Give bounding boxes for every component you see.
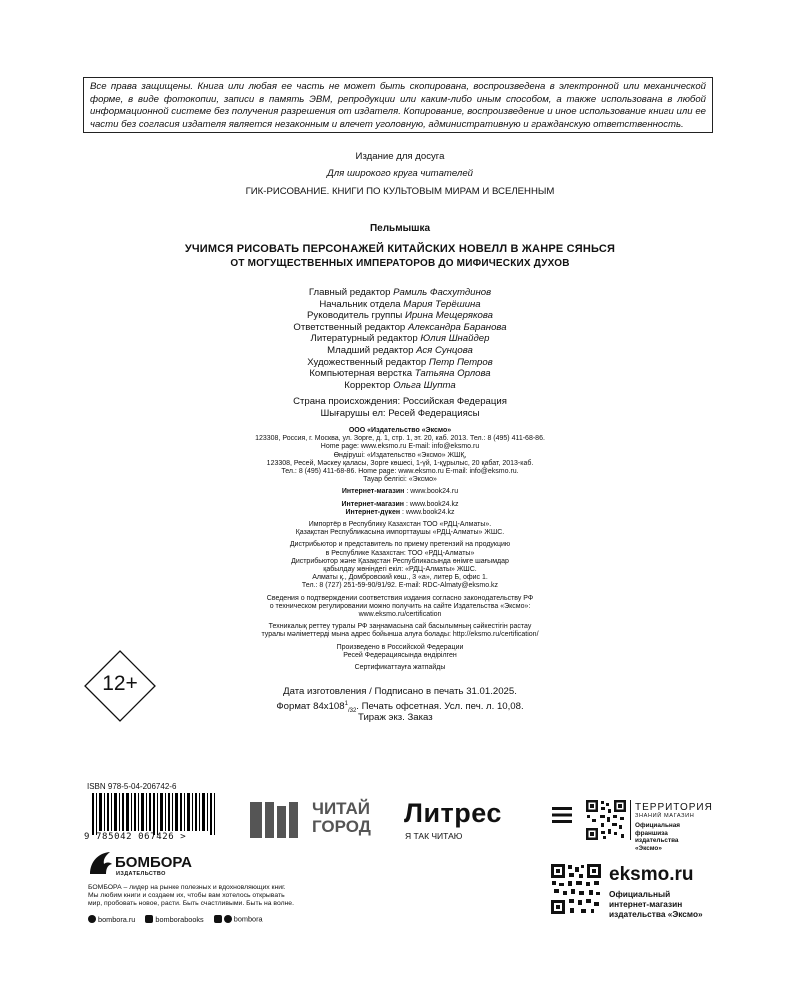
certificate-note: Сертификаттауға жатпайды <box>354 664 446 672</box>
conformity-line: Сведения о подтверждении соответствия издания согласно законодательству РФ <box>266 594 534 602</box>
produced-line: Произведено в Российской Федерации <box>336 643 464 651</box>
distributor-line: Дистрибьютор и представитель по приему претензий на продукцию <box>289 541 511 549</box>
credit-line: Главный редактор Рамиль Фасхутдинов <box>308 287 492 298</box>
eksmo-qr-icon <box>551 864 601 914</box>
credit-line: Литературный редактор Юлия Шнайдер <box>310 333 490 345</box>
conformity-line: www.eksmo.ru/certification <box>358 611 442 619</box>
distributor-line: Алматы қ., Домбровский көш., 3 «а», литер Б, офис 1. <box>312 574 488 582</box>
distributor-line: Дистрибьютор және Қазақстан Республикасында өнімге шағымдар <box>291 557 509 565</box>
territory-line1: ТЕРРИТОРИЯ <box>635 802 713 813</box>
produced-line: Ресей Федерациясында өндірілген <box>343 651 457 659</box>
isbn-barcode <box>84 782 226 844</box>
bombora-wordmark: БОМБОРА <box>115 854 192 871</box>
store-line: Интернет-дүкен : www.book24.kz <box>345 508 455 516</box>
credit-line: Руководитель группы Ирина Мещерякова <box>307 310 493 322</box>
imprint-block <box>0 427 800 676</box>
importer-line: Қазақстан Республикасына импорттаушы «РДЦ-Алматы» ЖШС. <box>295 529 505 537</box>
globe-icon <box>88 915 96 923</box>
credit-line: Корректор Ольга Шупта <box>344 379 456 391</box>
bombora-description <box>88 884 348 908</box>
territory-qr-icon <box>586 800 626 840</box>
age-rating-text: 12+ <box>102 672 138 695</box>
circulation: Тираж экз. Заказ <box>358 712 433 723</box>
eksmo-desc-line: издательства «Эксмо» <box>609 909 703 919</box>
territory-line2: ЗНАНИЙ МАГАЗИН <box>635 813 695 819</box>
chitai-gorod-line1: ЧИТАЙ <box>312 799 370 818</box>
edition-type: Издание для досуга <box>355 151 445 162</box>
conformity-kz-line: Техникалық реттеу туралы РФ заңнамасына сай басылымның сәйкестігін растау <box>268 623 532 631</box>
telegram-icon <box>224 915 232 923</box>
distributor-line: Тел.: 8 (727) 251-59-90/91/92. E-mail: RDC-Almaty@eksmo.kz <box>301 582 499 590</box>
credit-line: Художественный редактор Петр Петров <box>307 356 493 368</box>
print-format: Формат $84x108^1_{/32}$. Печать офсетная. Усл. печ. л. 10,08. <box>276 701 524 715</box>
book-subtitle: ОТ МОГУЩЕСТВЕННЫХ ИМПЕРАТОРОВ ДО МИФИЧЕСКИХ ДУХОВ <box>230 258 570 269</box>
store-line: Интернет-магазин : www.book24.kz <box>341 500 459 508</box>
bombora-desc-line: Мы любим книги и создаем их, чтобы вам хотелось открывать <box>88 892 285 899</box>
credit-line: Ответственный редактор Александра Баранова <box>293 321 507 333</box>
territory-logo <box>586 800 726 852</box>
isbn-text: ISBN 978-5-04-206742-6 <box>87 782 177 791</box>
eksmo-store-desc <box>609 889 703 919</box>
credit-line: Младший редактор Ася Сунцова <box>327 344 473 356</box>
litres-tagline: Я ТАК ЧИТАЮ <box>405 831 463 841</box>
barcode-icon <box>92 793 222 835</box>
chitai-gorod-book-icon <box>250 802 310 838</box>
series: ГИК-РИСОВАНИЕ. КНИГИ ПО КУЛЬТОВЫМ МИРАМ И ВСЕЛЕННЫМ <box>245 186 555 197</box>
print-dates: Дата изготовления / Подписано в печать 31.01.2025. <box>283 686 517 697</box>
publisher-web: Home page: www.eksmo.ru E-mail: info@eksmo.ru <box>320 443 480 451</box>
publisher-kz-name: Өндіруші: «Издательство «Эксмо» ЖШҚ, <box>333 451 467 459</box>
bombora-logo <box>88 850 208 880</box>
litres-menu-icon <box>552 807 572 823</box>
copyright-notice: Все права защищены. Книга или любая ее часть не может быть скопирована, воспроизведена в электронной или механической форме, в виде фотокопии, записи в память ЭВМ, репродукции или каким-либо иным способом, а также использована в любой информационной системе без получения разрешения от издателя. Копирование, воспроизведение и иное использование книги или ее части без согласия издателя является незаконным и влечет уголовную, административную и гражданскую ответственность. <box>90 81 706 130</box>
litres-wordmark: Литрес <box>404 798 502 828</box>
vk-icon <box>145 915 153 923</box>
origin-ru: Страна происхождения: Российская Федерация <box>293 396 507 407</box>
publisher-kz-address: 123308, Ресей, Мәскеу қаласы, Зорге көшесі, 1-үй, 1-құрылыс, 20 қабат, 2013-каб. <box>266 459 534 467</box>
importer-line: Импортёр в Республику Казахстан ТОО «РДЦ-Алматы». <box>308 521 492 529</box>
eksmo-desc-line: интернет-магазин <box>609 899 683 909</box>
bombora-vk-link[interactable]: bomborabooks <box>155 914 204 924</box>
conformity-line: о техническом регулировании можно получить на сайте Издательства «Эксмо»: <box>269 602 531 610</box>
bombora-wave-icon <box>88 850 114 876</box>
publisher-kz-trademark: Тауар белгісі: «Эксмо» <box>363 476 437 484</box>
bombora-site-link[interactable]: bombora.ru <box>98 914 136 924</box>
bombora-social-links <box>88 914 308 926</box>
store-line: Интернет-магазин : www.book24.ru <box>341 488 459 496</box>
publisher-kz-contacts: Тел.: 8 (495) 411-68-86. Home page: www.eksmo.ru E-mail: info@eksmo.ru. <box>281 468 519 476</box>
copyright-notice-box <box>83 77 713 133</box>
bombora-desc-line: мир, пробовать новое, расти. Быть счастливыми. Быть на волне. <box>88 900 294 907</box>
litres-logo <box>404 798 574 842</box>
bombora-tg-link[interactable]: bombora <box>233 914 263 924</box>
origin-kz: Шығарушы ел: Ресей Федерациясы <box>320 408 480 419</box>
audience: Для широкого круга читателей <box>327 168 473 179</box>
ean-digits: 9 785042 067426 > <box>84 832 187 842</box>
eksmo-site-link[interactable]: eksmo.ru <box>609 864 694 885</box>
territory-divider <box>630 800 631 840</box>
author: Пельмышка <box>369 223 431 234</box>
credits-list <box>0 287 800 391</box>
distributor-line: қабылдау жөніндегі екіл: «РДЦ-Алматы» ЖШС. <box>323 566 477 574</box>
publisher-address: 123308, Россия, г. Москва, ул. Зорге, д. 1, стр. 1, эт. 20, каб. 2013. Тел.: 8 (495) 411-68-86. <box>255 435 545 443</box>
bombora-desc-line: БОМБОРА – лидер на рынке полезных и вдохновляющих книг. <box>88 884 286 891</box>
conformity-kz-line: туралы мәліметтердi мына адрес бойынша алуға болады: http://eksmo.ru/certification/ <box>261 631 539 639</box>
eksmo-desc-line: Официальный <box>609 889 671 899</box>
distributor-line: в Республике Казахстан: ТОО «РДЦ-Алматы» <box>325 549 475 557</box>
chitai-gorod-line2: ГОРОД <box>312 817 371 836</box>
book-title: УЧИМСЯ РИСОВАТЬ ПЕРСОНАЖЕЙ КИТАЙСКИХ НОВЕЛЛ В ЖАНРЕ СЯНЬСЯ <box>184 243 616 255</box>
publisher-name: ООО «Издательство «Эксмо» <box>348 427 452 434</box>
credit-line: Компьютерная верстка Татьяна Орлова <box>309 368 491 380</box>
youtube-icon <box>214 915 222 923</box>
territory-desc: Официальная франшиза издательства «Эксмо» <box>635 822 681 852</box>
bombora-subtitle: ИЗДАТЕЛЬСТВО <box>116 871 166 877</box>
chitai-gorod-logo <box>250 800 390 840</box>
credit-line: Начальник отдела Мария Терёшина <box>319 298 481 310</box>
eksmo-store-block <box>551 860 711 922</box>
